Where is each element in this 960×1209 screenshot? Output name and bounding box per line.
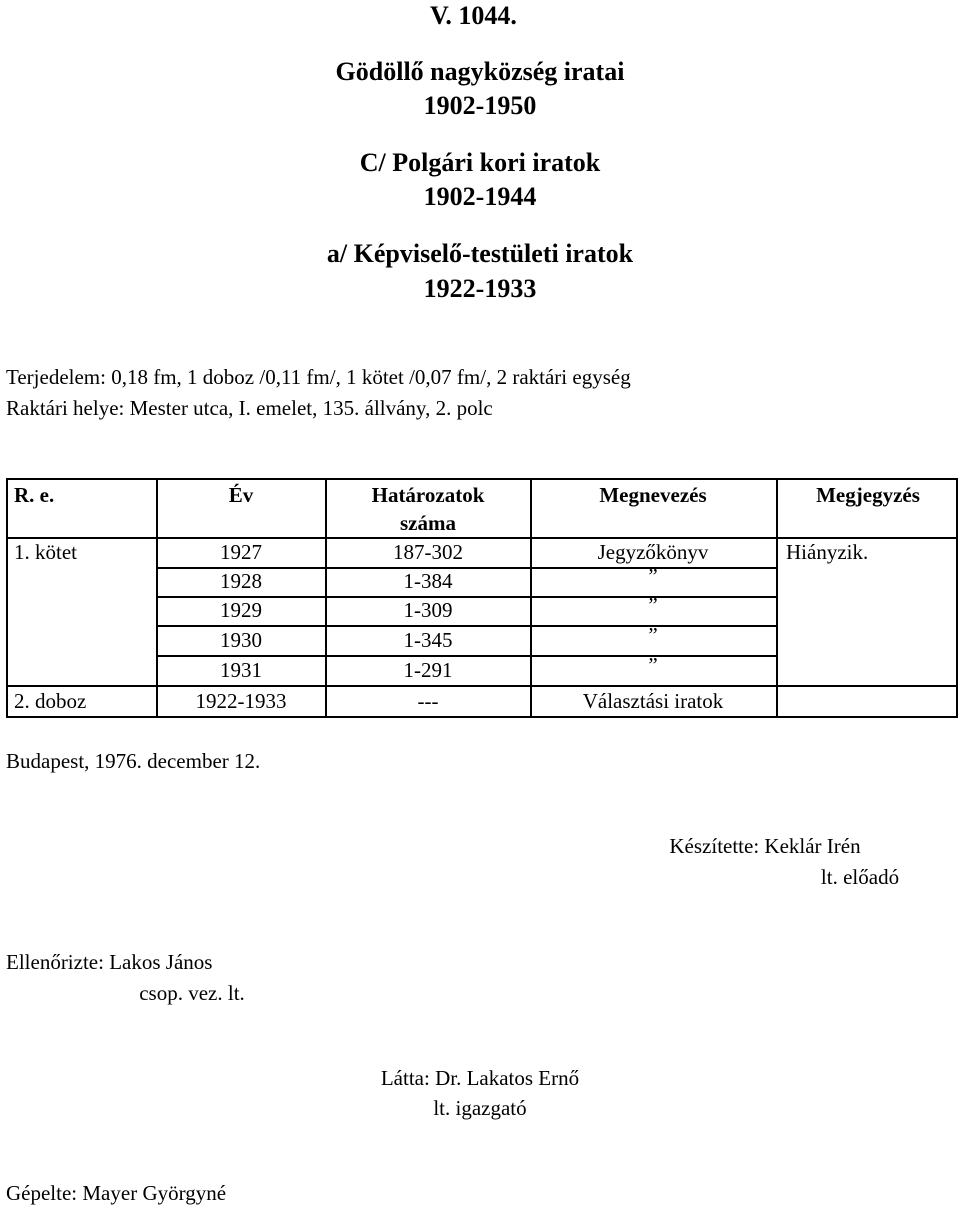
extent-text: Terjedelem: 0,18 fm, 1 doboz /0,11 fm/, 1 kötet /0,07 fm/, 2 raktári egység [6,365,631,389]
subseries-years: 1922-1933 [423,274,537,303]
table-cell-year: 1927 [220,540,262,564]
seen-by: Látta: Dr. Lakatos Ernő [380,1066,580,1090]
table-header-divider-note [776,537,958,539]
document-code: V. 1044. [430,1,517,30]
table-cell-year: 1931 [220,658,262,682]
table-cell-name: Választási iratok [582,689,724,713]
ditto-mark: ” [648,623,658,647]
ditto-mark: ” [648,593,658,617]
seen-by-title: lt. igazgató [433,1096,527,1120]
series-years: 1902-1944 [423,182,537,211]
header-name: Megnevezés [599,483,707,507]
table-cell-resolutions: 1-309 [403,598,453,622]
checked-by-title: csop. vez. lt. [139,981,245,1005]
table-border-bottom [6,716,958,718]
table-border-right [956,478,958,718]
table-cell-resolutions: 1-384 [403,569,453,593]
table-cell-re: 2. doboz [14,689,87,713]
location-text: Raktári helye: Mester utca, I. emelet, 135. állvány, 2. polc [6,396,493,420]
subseries-title: a/ Képviselő-testületi iratok [326,239,634,268]
table-cell-year: 1928 [220,569,262,593]
series-title: C/ Polgári kori iratok [359,148,601,177]
table-row-divider [6,685,958,687]
table-border-top [6,478,958,480]
table-cell-year: 1922-1933 [195,689,287,713]
table-cell-note: Hiányzik. [786,540,869,564]
checked-by: Ellenőrizte: Lakos János [6,950,213,974]
table-cell-resolutions: 187-302 [393,540,463,564]
table-cell-re: 1. kötet [14,540,77,564]
prepared-by-title: lt. előadó [820,865,900,889]
fond-title: Gödöllő nagyközség iratai [335,57,625,86]
header-resolutions: Határozatok [371,483,485,507]
table-cell-resolutions: --- [417,689,439,713]
table-column-divider [776,478,778,718]
typed-by: Gépelte: Mayer Györgyné [6,1181,227,1205]
table-cell-resolutions: 1-345 [403,628,453,652]
place-date: Budapest, 1976. december 12. [6,749,261,773]
header-resolutions-line2: száma [400,511,456,535]
table-header-divider [6,537,778,539]
header-re: R. e. [14,483,55,507]
header-year: Év [228,483,254,507]
table-cell-year: 1930 [220,628,262,652]
table-cell-resolutions: 1-291 [403,658,453,682]
table-cell-year: 1929 [220,598,262,622]
table-border-left [6,478,8,718]
header-note: Megjegyzés [816,483,920,507]
prepared-by: Készítette: Keklár Irén [669,834,861,858]
fond-years: 1902-1950 [423,91,537,120]
table-cell-name: Jegyzőkönyv [597,540,709,564]
ditto-mark: ” [648,564,658,588]
ditto-mark: ” [648,653,658,677]
